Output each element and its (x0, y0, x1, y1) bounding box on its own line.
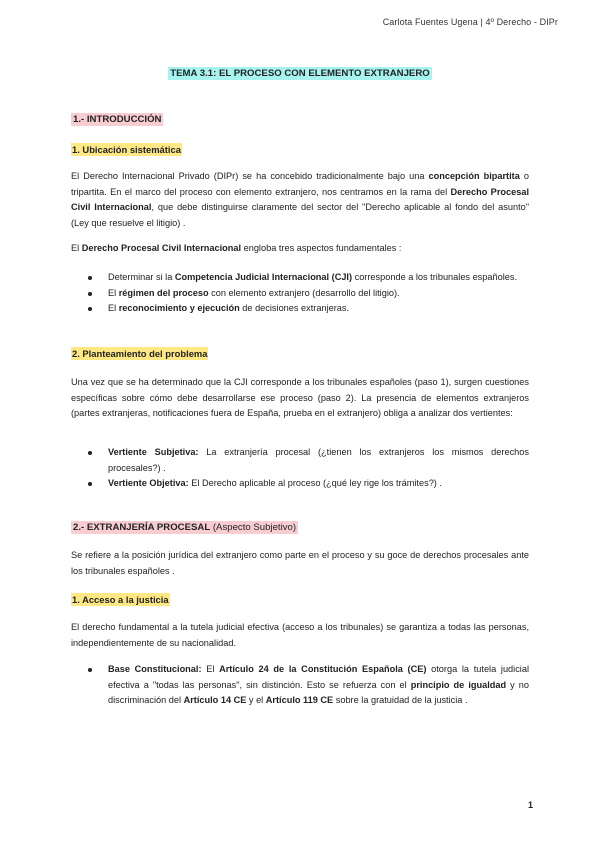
bullet-icon (88, 307, 92, 311)
bullet-icon (88, 668, 92, 672)
page-header: Carlota Fuentes Ugena | 4º Derecho - DIPr (382, 17, 558, 27)
bullet-icon (88, 482, 92, 486)
page-number: 1 (527, 800, 533, 810)
aspects-list (71, 270, 529, 317)
bullet-icon (88, 451, 92, 455)
list-item: Determinar si la Competencia Judicial Internacional (CJI) corresponde a los tribunales españoles. (71, 270, 529, 286)
subsection-1-1-heading: 1. Ubicación sistemática (72, 144, 181, 155)
list-item: Vertiente Subjetiva: La extranjería procesal (¿tienen los extranjeros los mismos derechos procesales?) . (71, 445, 529, 476)
vertientes-list (71, 445, 529, 492)
title-text: TEMA 3.1: EL PROCESO CON ELEMENTO EXTRANJERO (170, 68, 430, 79)
paragraph-extranjeria: Se refiere a la posición jurídica del extranjero como parte en el proceso y su goce de derechos procesales ante los tribunales españoles . (71, 550, 529, 576)
list-item: El reconocimiento y ejecución de decisiones extranjeras. (71, 301, 529, 317)
list-item: Vertiente Objetiva: El Derecho aplicable al proceso (¿qué ley rige los trámites?) . (71, 476, 529, 492)
document-title (0, 68, 600, 79)
list-item: Base Constitucional: El Artículo 24 de la Constitución Española (CE) otorga la tutela judicial efectiva a "todas las personas", sin distinción. Esto se refuerza con el principio de igualdad y no discriminación del Artículo 14 CE y el Artículo 119 CE sobre la gratuidad de la justicia . (71, 662, 529, 709)
paragraph-dipr-intro: El Derecho Internacional Privado (DIPr) se ha concebido tradicionalmente bajo una concepción bipartita o tripartita. En el marco del proceso con elemento extranjero, nos centramos en la rama del Derecho Procesal Civil Internacional, que debe distinguirse claramente del sector del "Derecho aplicable al fondo del asunto" (Ley que resuelve el litigio) . (71, 171, 529, 228)
bullet-icon (88, 292, 92, 296)
paragraph-aspects: El Derecho Procesal Civil Internacional engloba tres aspectos fundamentales : (71, 243, 402, 253)
paragraph-problem: Una vez que se ha determinado que la CJI corresponde a los tribunales españoles (paso 1), surgen cuestiones específicas sobre cómo debe desarrollarse ese proceso (paso 2). La presencia de elementos extranjeros (partes extranjeras, notificaciones fuera de España, prueba en el extranjero) obliga a analizar dos vertientes: (71, 377, 529, 418)
section-1-heading: 1.- INTRODUCCIÓN (73, 114, 162, 125)
bullet-icon (88, 276, 92, 280)
section-2-heading: 2.- EXTRANJERÍA PROCESAL (Aspecto Subjetivo) (73, 522, 297, 533)
constitutional-list (71, 662, 529, 709)
subsection-2-1-heading: 1. Acceso a la justicia (72, 594, 169, 605)
list-item: El régimen del proceso con elemento extranjero (desarrollo del litigio). (71, 286, 529, 302)
subsection-1-2-heading: 2. Planteamiento del problema (72, 348, 208, 359)
paragraph-access-justice: El derecho fundamental a la tutela judicial efectiva (acceso a los tribunales) se garantiza a todas las personas, independientemente de su nacionalidad. (71, 622, 529, 648)
